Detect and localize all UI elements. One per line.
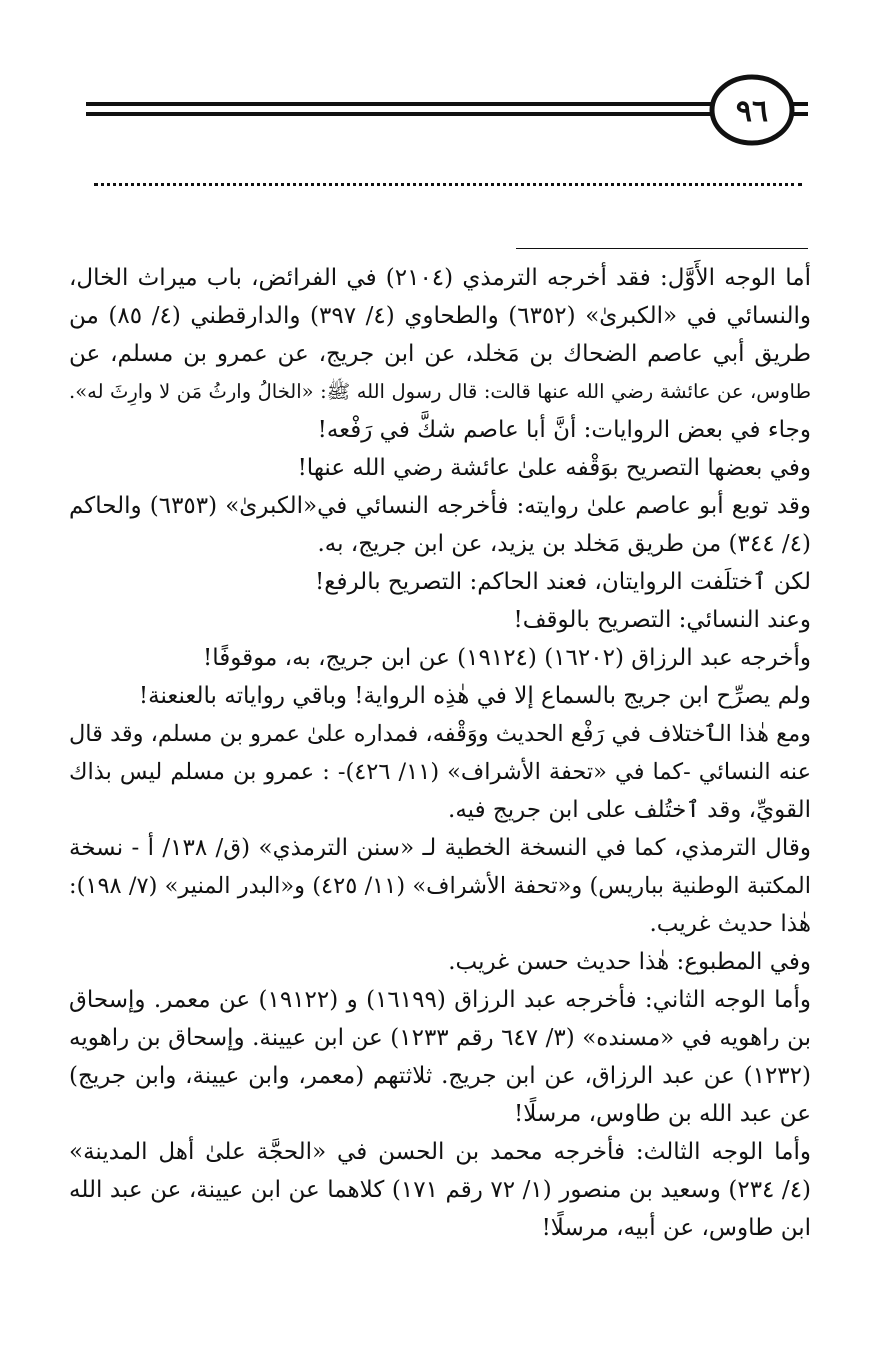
text-line: (٤/ ٣٤٤) من طريق مَخلد بن يزيد، عن ابن جريج، به. — [317, 531, 811, 557]
text-line: والنسائي في «الكبرىٰ» (٦٣٥٢) والطحاوي (٤/ ٣٩٧) والدارقطني (٤/ ٨٥) من — [69, 303, 812, 329]
text-line: المكتبة الوطنية بباريس) و«تحفة الأشراف» (١١/ ٤٢٥) و«البدر المنير» (٧/ ١٩٨): — [69, 873, 812, 899]
text-line: وقد توبع أبو عاصم علىٰ روايته: فأخرجه النسائي في«الكبرىٰ» (٦٣٥٣) والحاكم — [69, 493, 811, 519]
text-line: وقال الترمذي، كما في النسخة الخطية لـ «سنن الترمذي» (ق/ ١٣٨/ أ - نسخة — [69, 835, 811, 861]
section-rule — [516, 248, 808, 249]
text-line: أما الوجه الأَوَّل: فقد أخرجه الترمذي (٢١٠٤) في الفرائض، باب ميراث الخال، — [69, 265, 811, 291]
text-line: وأما الوجه الثالث: فأخرجه محمد بن الحسن في «الحجَّة علىٰ أهل المدينة» — [69, 1139, 811, 1165]
text-line: هٰذا حديث غريب. — [649, 911, 811, 937]
text-line: وفي بعضها التصريح بوَقْفه علىٰ عائشة رضي الله عنها! — [297, 455, 811, 481]
text-line: وأخرجه عبد الرزاق (١٦٢٠٢) (١٩١٢٤) عن ابن جريج، به، موقوفًا! — [203, 645, 811, 671]
text-line: القويِّ، وقد ٱختُلف على ابن جريج فيه. — [448, 797, 811, 823]
text-line: وفي المطبوع: هٰذا حديث حسن غريب. — [448, 949, 811, 975]
text-line: وأما الوجه الثاني: فأخرجه عبد الرزاق (١٦١٩٩) و (١٩١٢٢) عن معمر. وإسحاق — [69, 987, 811, 1013]
text-line: لكن ٱختلَفت الروايتان، فعند الحاكم: التصريح بالرفع! — [315, 569, 811, 595]
text-line: بن راهويه في «مسنده» (٣/ ٦٤٧ رقم ١٢٣٣) عن ابن عيينة. وإسحاق بن راهويه — [69, 1025, 812, 1051]
text-line: (٤/ ٢٣٤) وسعيد بن منصور (١/ ٧٢ رقم ١٧١) كلاهما عن ابن عيينة، عن عبد الله — [69, 1177, 812, 1203]
text-line: وجاء في بعض الروايات: أنَّ أبا عاصم شكَّ في رَفْعه! — [317, 417, 811, 443]
text-line: (١٢٣٢) عن عبد الرزاق، عن ابن جريج. ثلاثتهم (معمر، وابن عيينة، وابن جريج) — [69, 1063, 811, 1089]
text-line: عن عبد الله بن طاوس، مرسلًا! — [514, 1101, 811, 1127]
dotted-divider — [94, 183, 802, 186]
page-number: ٩٦ — [735, 93, 769, 129]
text-line: وعند النسائي: التصريح بالوقف! — [513, 607, 811, 633]
text-line: ابن طاوس، عن أبيه، مرسلًا! — [541, 1215, 811, 1241]
text-line: عنه النسائي -كما في «تحفة الأشراف» (١١/ ٤٢٦)- : عمرو بن مسلم ليس بذاك — [69, 759, 811, 785]
page-header — [0, 0, 879, 160]
text-line: طاوس، عن عائشة رضي الله عنها قالت: قال رسول الله ﷺ: «الخالُ وارثُ مَن لا وارِثَ له». — [69, 380, 811, 403]
text-line: طريق أبي عاصم الضحاك بن مَخلد، عن ابن جريج، عن عمرو بن مسلم، عن — [69, 341, 811, 367]
text-line: ومع هٰذا الٱختلاف في رَفْع الحديث ووَقْفه، فمداره علىٰ عمرو بن مسلم، وقد قال — [68, 721, 811, 747]
text-line: ولم يصرِّح ابن جريج بالسماع إلا في هٰذِه الرواية! وباقي رواياته بالعنعنة! — [138, 683, 811, 709]
